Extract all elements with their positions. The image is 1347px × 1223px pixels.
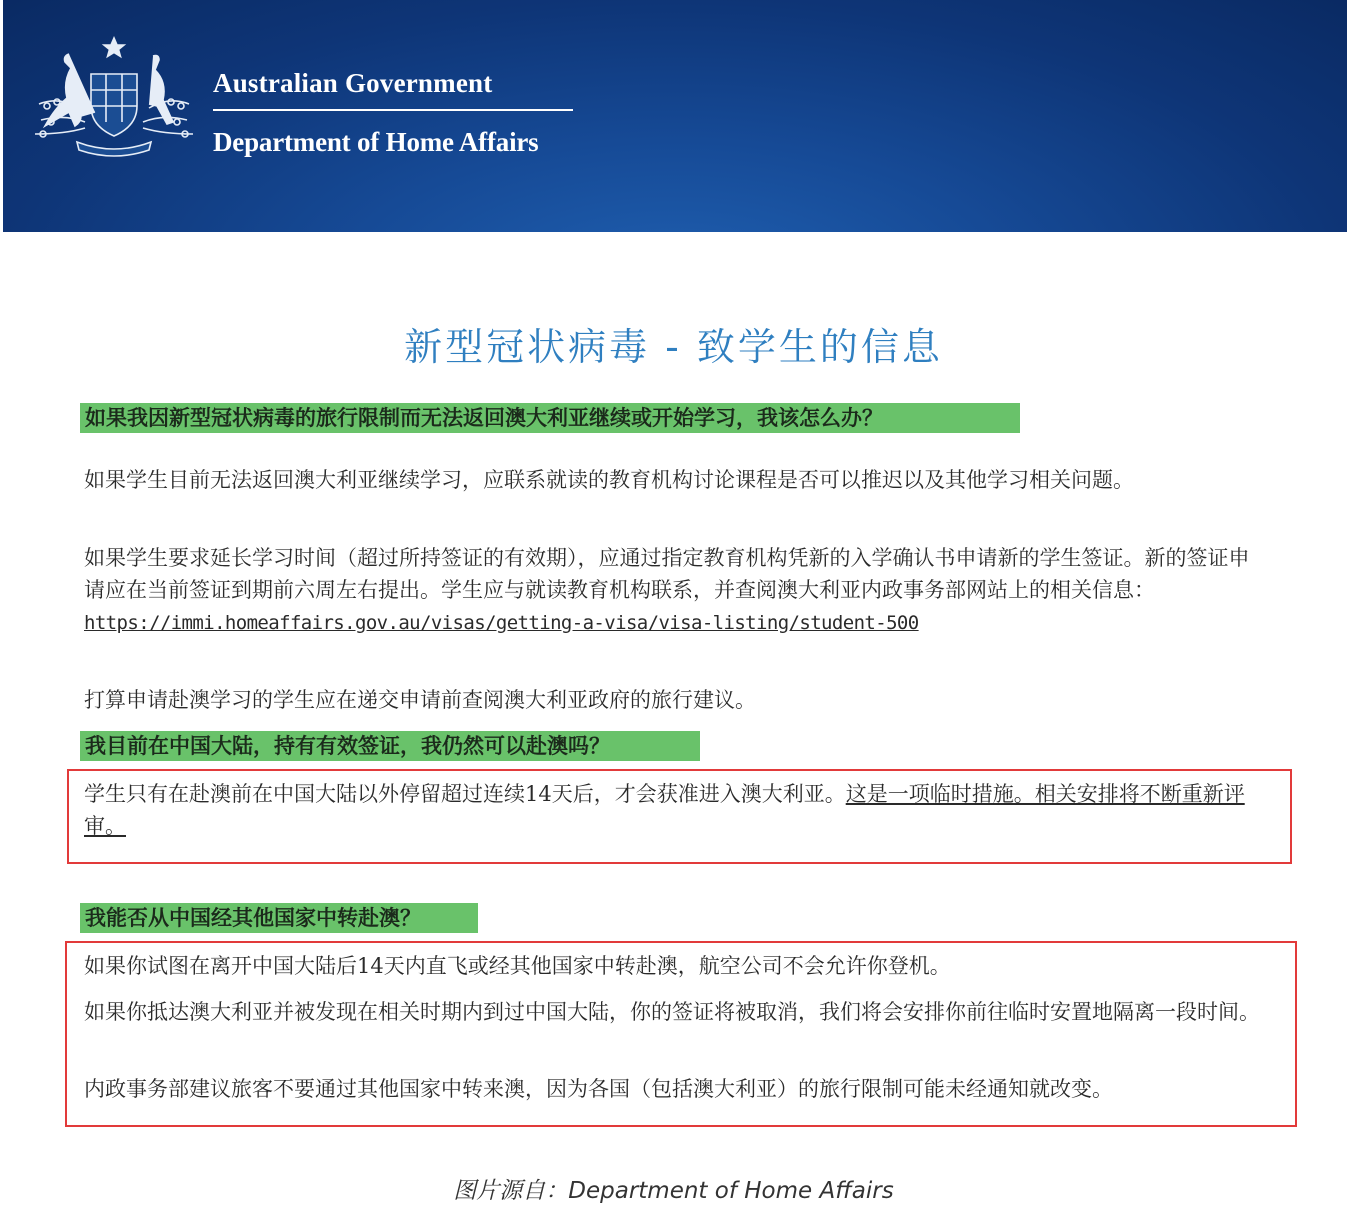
coat-of-arms-icon bbox=[29, 34, 199, 159]
paragraph: 如果你试图在离开中国大陆后14天内直飞或经其他国家中转赴澳，航空公司不会允许你登机。 bbox=[84, 954, 951, 978]
image-caption: 图片源自：Department of Home Affairs bbox=[453, 1178, 894, 1204]
government-name: Australian Government bbox=[213, 68, 493, 98]
paragraph: 如果你抵达澳大利亚并被发现在相关时期内到过中国大陆，你的签证将被取消，我们将会安排你前往临时安置地隔离一段时间。 bbox=[84, 1000, 1260, 1024]
visa-info-link[interactable]: https://immi.homeaffairs.gov.au/visas/getting-a-visa/visa-listing/student-500 bbox=[84, 612, 919, 634]
paragraph bbox=[84, 542, 1264, 639]
agency-block bbox=[213, 66, 575, 159]
document-title: 新型冠状病毒 - 致学生的信息 bbox=[404, 325, 943, 369]
question-heading: 我目前在中国大陆，持有有效签证，我仍然可以赴澳吗？ bbox=[80, 731, 700, 761]
department-name: Department of Home Affairs bbox=[213, 127, 539, 157]
agency-divider bbox=[213, 109, 573, 111]
header-banner bbox=[3, 0, 1347, 232]
paragraph: 打算申请赴澳学习的学生应在递交申请前查阅澳大利亚政府的旅行建议。 bbox=[84, 688, 756, 712]
paragraph-text: 如果学生要求延长学习时间（超过所持签证的有效期），应通过指定教育机构凭新的入学确认书申请新的学生签证。新的签证申请应在当前签证到期前六周左右提出。学生应与就读教育机构联系，并查阅澳大利亚内政事务部网站上的相关信息： bbox=[84, 546, 1250, 602]
paragraph: 内政事务部建议旅客不要通过其他国家中转来澳，因为各国（包括澳大利亚）的旅行限制可能未经通知就改变。 bbox=[84, 1077, 1113, 1101]
paragraph bbox=[84, 778, 1264, 842]
paragraph-text: 学生只有在赴澳前在中国大陆以外停留超过连续14天后，才会获准进入澳大利亚。 bbox=[84, 782, 846, 806]
underlined-text: 这是一项临时措施。相关安排将不断重新评审。 bbox=[84, 782, 1245, 838]
question-heading: 我能否从中国经其他国家中转赴澳？ bbox=[80, 903, 478, 933]
paragraph: 如果学生目前无法返回澳大利亚继续学习，应联系就读的教育机构讨论课程是否可以推迟以及其他学习相关问题。 bbox=[84, 468, 1134, 492]
question-heading: 如果我因新型冠状病毒的旅行限制而无法返回澳大利亚继续或开始学习，我该怎么办？ bbox=[80, 403, 1020, 433]
